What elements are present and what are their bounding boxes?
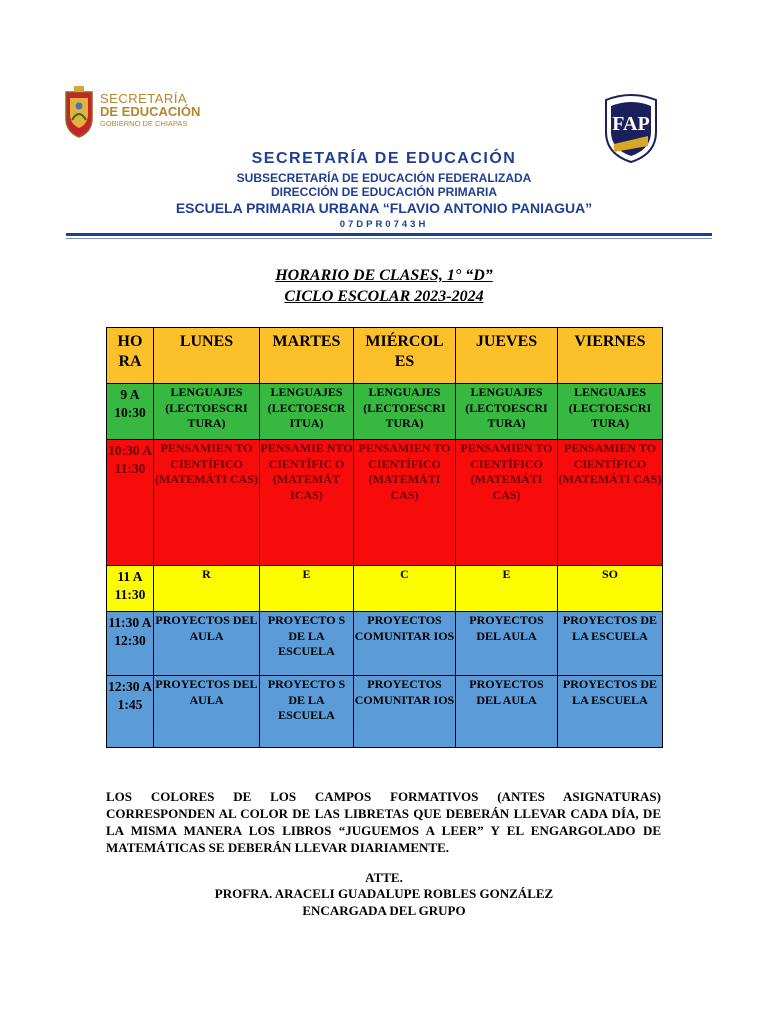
schedule-cell: LENGUAJES (LECTOESCRI TURA) bbox=[456, 384, 558, 440]
atte-line: ATTE. bbox=[365, 870, 403, 885]
schedule-cell: PROYECTOS DE LA ESCUELA bbox=[558, 676, 663, 748]
schedule-cell: PENSAMIEN TO CIENTÍFICO (MATEMÁTI CAS) bbox=[558, 440, 663, 566]
logo-line-educacion: DE EDUCACIÓN bbox=[100, 104, 201, 119]
subsecretaria-heading: SUBSECRETARÍA DE EDUCACIÓN FEDERALIZADA bbox=[236, 171, 532, 185]
logo-line-gobierno: GOBIERNO DE CHIAPAS bbox=[100, 119, 188, 128]
schedule-cell: PROYECTO S DE LA ESCUELA bbox=[260, 676, 354, 748]
hour-cell: 11 A 11:30 bbox=[107, 566, 154, 612]
header-divider bbox=[66, 233, 712, 236]
table-row bbox=[107, 676, 663, 748]
schedule-cell: PROYECTOS DEL AULA bbox=[154, 612, 260, 676]
secretaria-heading: SECRETARÍA DE EDUCACIÓN bbox=[251, 150, 517, 167]
schedule-cell: E bbox=[260, 566, 354, 612]
table-row bbox=[107, 384, 663, 440]
schedule-cell: PENSAMIEN TO CIENTÍFICO (MATEMÁTI CAS) bbox=[154, 440, 260, 566]
table-row bbox=[107, 612, 663, 676]
schedule-cell: PROYECTOS DE LA ESCUELA bbox=[558, 612, 663, 676]
schedule-cell: R bbox=[154, 566, 260, 612]
schedule-title: HORARIO DE CLASES, 1° “D” bbox=[275, 267, 493, 284]
schedule-cell: C bbox=[354, 566, 456, 612]
school-cycle-title: CICLO ESCOLAR 2023-2024 bbox=[284, 288, 484, 305]
logo-line-secretaria: SECRETARÍA bbox=[100, 91, 188, 106]
hour-cell: 10:30 A 11:30 bbox=[107, 440, 154, 566]
chiapas-shield-icon bbox=[62, 84, 96, 138]
schedule-cell: PROYECTOS DEL AULA bbox=[456, 676, 558, 748]
schedule-cell: LENGUAJES (LECTOESCR ITUA) bbox=[260, 384, 354, 440]
schedule-cell: PROYECTOS DEL AULA bbox=[456, 612, 558, 676]
hour-cell: 9 A 10:30 bbox=[107, 384, 154, 440]
schedule-cell: PROYECTO S DE LA ESCUELA bbox=[260, 612, 354, 676]
teacher-role: ENCARGADA DEL GRUPO bbox=[302, 903, 466, 918]
schedule-cell: PROYECTOS COMUNITAR IOS bbox=[354, 612, 456, 676]
table-header-row bbox=[107, 328, 663, 384]
schedule-cell: PROYECTOS COMUNITAR IOS bbox=[354, 676, 456, 748]
schedule-cell: SO bbox=[558, 566, 663, 612]
hour-cell: 11:30 A 12:30 bbox=[107, 612, 154, 676]
header-hour: HO RA bbox=[107, 328, 154, 384]
header-martes: MARTES bbox=[260, 328, 354, 384]
hour-cell: 12:30 A 1:45 bbox=[107, 676, 154, 748]
teacher-name: PROFRA. ARACELI GUADALUPE ROBLES GONZÁLEZ bbox=[214, 886, 554, 901]
svg-text:FAP: FAP bbox=[612, 113, 650, 135]
color-note-paragraph: LOS COLORES DE LOS CAMPOS FORMATIVOS (ANTES ASIGNATURAS) CORRESPONDEN AL COLOR DE LAS LIBRETAS QUE DEBERÁN LLEVAR CADA DÍA, DE LA MISMA MANERA LOS LIBROS “JUGUEMOS A LEER” Y EL ENGARGOLADO DE MATEMÁTICAS SE DEBERÁN LLEVAR DIARIAMENTE. bbox=[106, 789, 661, 855]
schedule-cell: E bbox=[456, 566, 558, 612]
header-jueves: JUEVES bbox=[456, 328, 558, 384]
schedule-cell: PENSAMIE NTO CIENTÍFIC O (MATEMÁT ICAS) bbox=[260, 440, 354, 566]
school-name-heading: ESCUELA PRIMARIA URBANA “FLAVIO ANTONIO PANIAGUA” bbox=[175, 200, 593, 216]
direccion-heading: DIRECCIÓN DE EDUCACIÓN PRIMARIA bbox=[270, 185, 497, 199]
secretaria-logo bbox=[62, 84, 212, 140]
schedule-cell: PENSAMIEN TO CIENTÍFICO (MATEMÁTI CAS) bbox=[456, 440, 558, 566]
class-schedule-table bbox=[106, 327, 663, 748]
schedule-cell: LENGUAJES (LECTOESCRI TURA) bbox=[354, 384, 456, 440]
schedule-cell: PROYECTOS DEL AULA bbox=[154, 676, 260, 748]
schedule-cell: LENGUAJES (LECTOESCRI TURA) bbox=[154, 384, 260, 440]
table-row bbox=[107, 440, 663, 566]
header-lunes: LUNES bbox=[154, 328, 260, 384]
schedule-cell: LENGUAJES (LECTOESCRI TURA) bbox=[558, 384, 663, 440]
header-divider-thin bbox=[66, 238, 712, 239]
table-row bbox=[107, 566, 663, 612]
header-viernes: VIERNES bbox=[558, 328, 663, 384]
schedule-cell: PENSAMIEN TO CIENTÍFICO (MATEMÁTI CAS) bbox=[354, 440, 456, 566]
header-miercoles: MIÉRCOL ES bbox=[354, 328, 456, 384]
school-code: 07DPR0743H bbox=[339, 219, 429, 230]
